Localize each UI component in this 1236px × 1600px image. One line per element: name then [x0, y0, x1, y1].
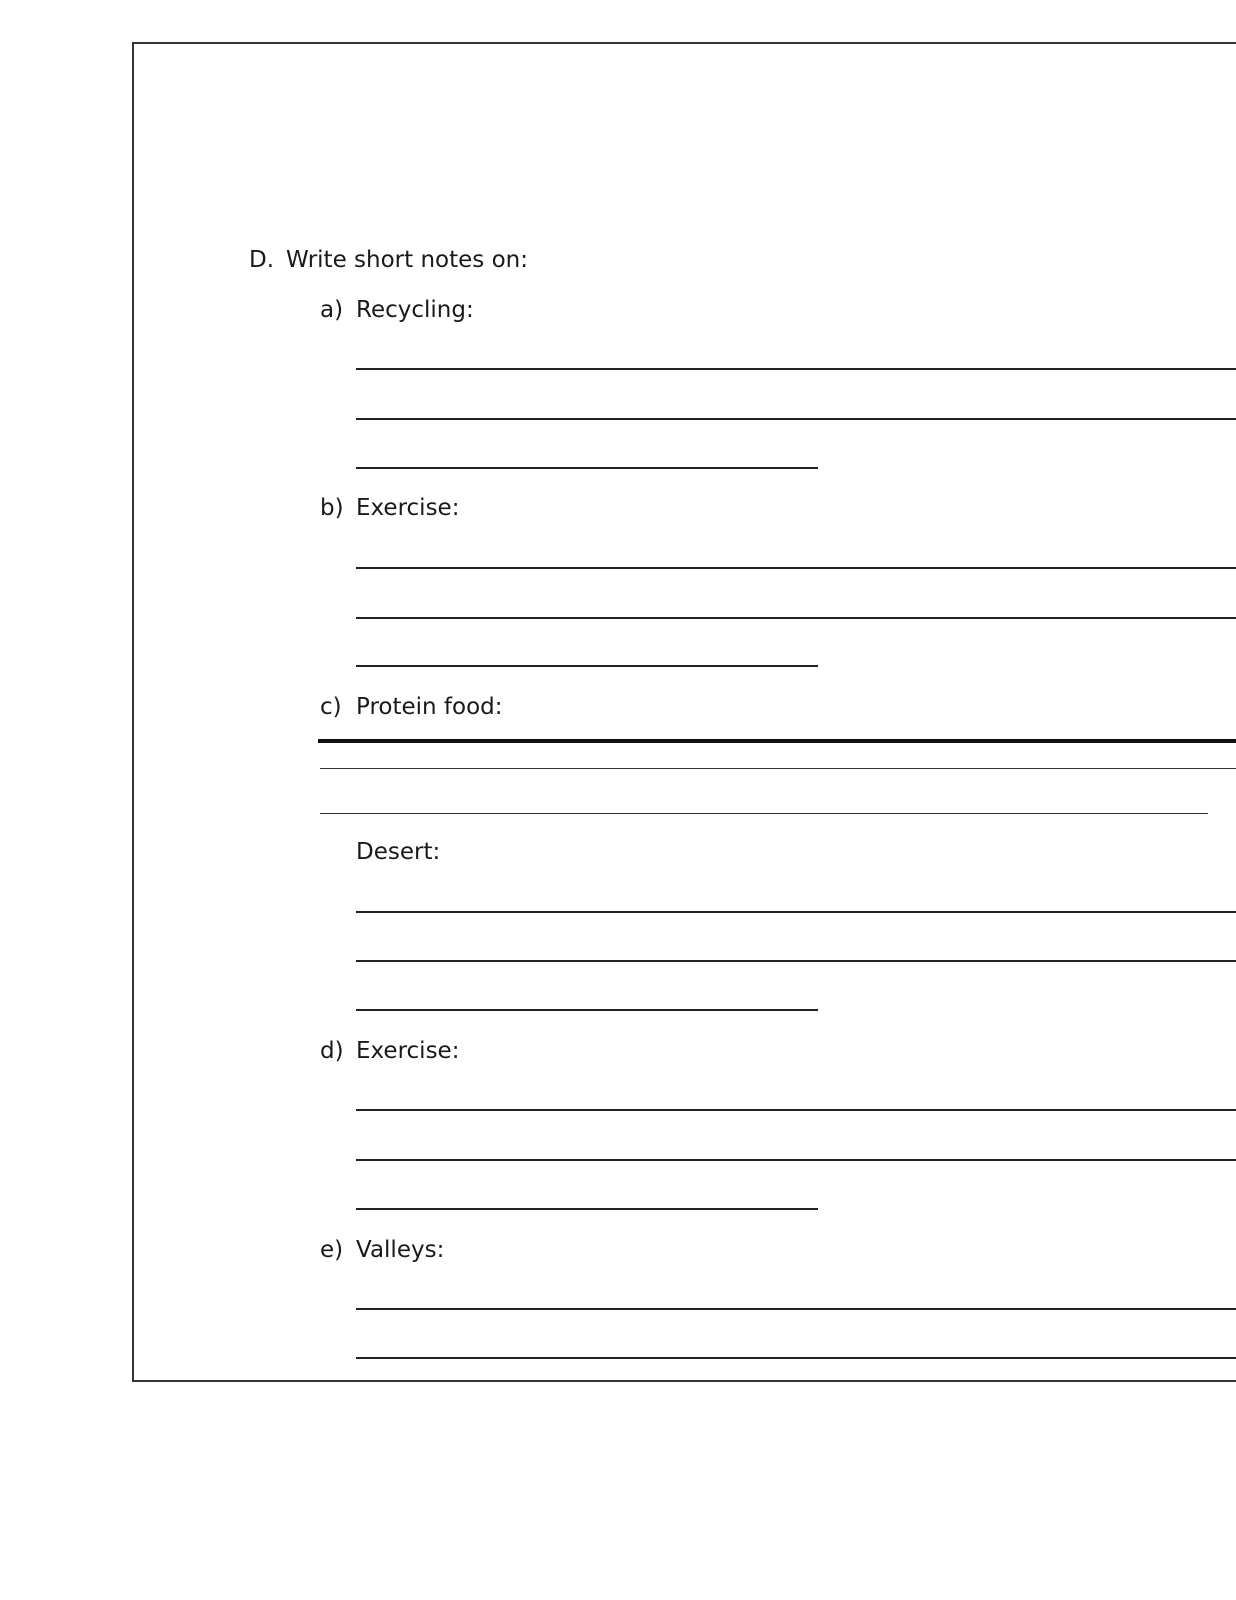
answer-line[interactable]: [356, 467, 818, 469]
answer-line[interactable]: [356, 911, 1236, 913]
item-marker-e: e): [320, 1237, 344, 1263]
answer-line[interactable]: [356, 1109, 1236, 1111]
answer-line[interactable]: [356, 368, 1236, 370]
answer-line[interactable]: [356, 567, 1236, 569]
answer-line[interactable]: [356, 1357, 1236, 1359]
item-label-protein-food: Protein food:: [356, 694, 503, 720]
answer-line[interactable]: [356, 1208, 818, 1210]
section-title: Write short notes on:: [286, 247, 528, 273]
answer-line[interactable]: [318, 739, 1236, 743]
section-letter: D.: [249, 247, 275, 273]
answer-line[interactable]: [320, 768, 1236, 769]
answer-line[interactable]: [356, 1159, 1236, 1161]
answer-line[interactable]: [356, 665, 818, 667]
item-label-desert: Desert:: [356, 839, 441, 865]
answer-line[interactable]: [356, 418, 1236, 420]
item-label-valleys: Valleys:: [356, 1237, 445, 1263]
item-marker-a: a): [320, 297, 344, 323]
item-label-exercise-2: Exercise:: [356, 1038, 460, 1064]
answer-line[interactable]: [356, 1308, 1236, 1310]
item-marker-d: d): [320, 1038, 344, 1064]
answer-line[interactable]: [356, 1009, 818, 1011]
answer-line[interactable]: [356, 617, 1236, 619]
item-marker-c: c): [320, 694, 342, 720]
item-marker-b: b): [320, 495, 344, 521]
item-label-exercise: Exercise:: [356, 495, 460, 521]
worksheet-frame: [132, 42, 1236, 1382]
answer-line[interactable]: [320, 813, 1208, 814]
answer-line[interactable]: [356, 960, 1236, 962]
item-label-recycling: Recycling:: [356, 297, 474, 323]
